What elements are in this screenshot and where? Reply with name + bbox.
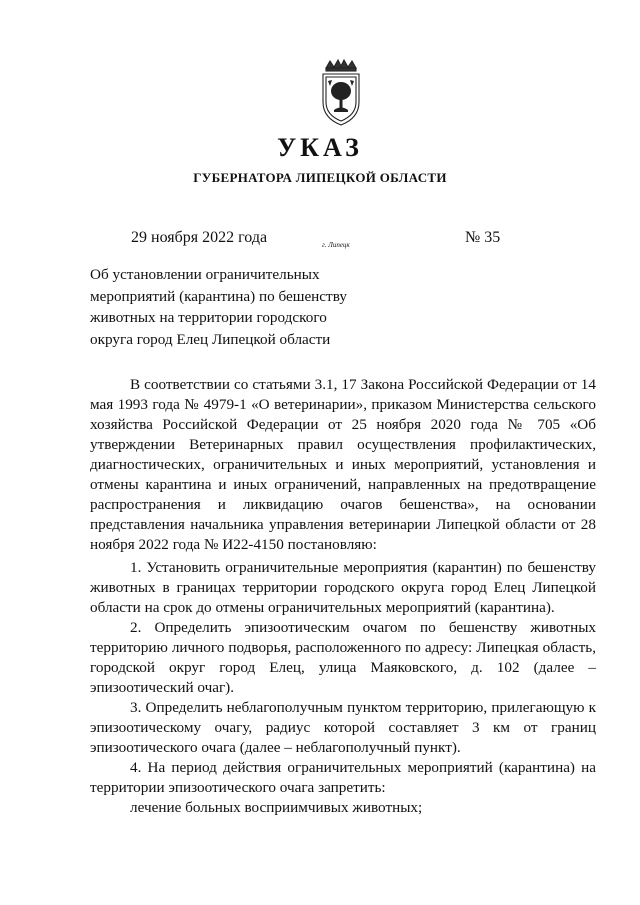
document-body	[90, 375, 596, 818]
document-number: № 35	[465, 229, 501, 246]
document-city: г. Липецк	[322, 241, 350, 249]
clause-2-paragraph: 2. Определить эпизоотическим очагом по бешенству животных территорию личного подворья, расположенного по адресу: Липецкая область, городской округ город Елец, улица Маяковского, д. 102 (далее – эпизоотический очаг).	[90, 619, 596, 696]
clause-4-paragraph: 4. На период действия ограничительных мероприятий (карантина) на территории эпизоотического очага запретить:	[90, 759, 596, 796]
clause-4-item-paragraph: лечение больных восприимчивых животных;	[130, 799, 423, 816]
document-date: 29 ноября 2022 года	[131, 229, 268, 246]
preamble-paragraph: В соответствии со статьями 3.1, 17 Закона Российской Федерации от 14 мая 1993 года № 4979-1 «О ветеринарии», приказом Министерства сельского хозяйства Российской Федерации от 25 ноября 2020 года № 705 «Об утверждении Ветеринарных правил осуществления профилактических, диагностических, ограничительных и иных мероприятий, установления и отмены карантина и иных ограничений, направленных на предотвращение распространения и ликвидацию очагов бешенства», на основании представления начальника управления ветеринарии Липецкой области от 28 ноября 2022 года № И22-4150 постановляю:	[90, 376, 596, 553]
document-subject: Об установлении ограничительных мероприятий (карантина) по бешенству животных на территории городского округа город Елец Липецкой области	[90, 266, 347, 348]
clause-1-paragraph: 1. Установить ограничительные мероприятия (карантин) по бешенству животных в границах территории городского округа город Елец Липецкой области на срок до отмены ограничительных мероприятий (карантина).	[90, 559, 596, 616]
coat-of-arms-emblem	[318, 58, 364, 128]
document-issuer: ГУБЕРНАТОРА ЛИПЕЦКОЙ ОБЛАСТИ	[193, 170, 447, 185]
document-title: УКАЗ	[277, 133, 363, 162]
clause-3-paragraph: 3. Определить неблагополучным пунктом территорию, прилегающую к эпизоотическому очагу, радиус которой составляет 3 км от границ эпизоотического очага (далее – неблагополучный пункт).	[90, 699, 596, 756]
